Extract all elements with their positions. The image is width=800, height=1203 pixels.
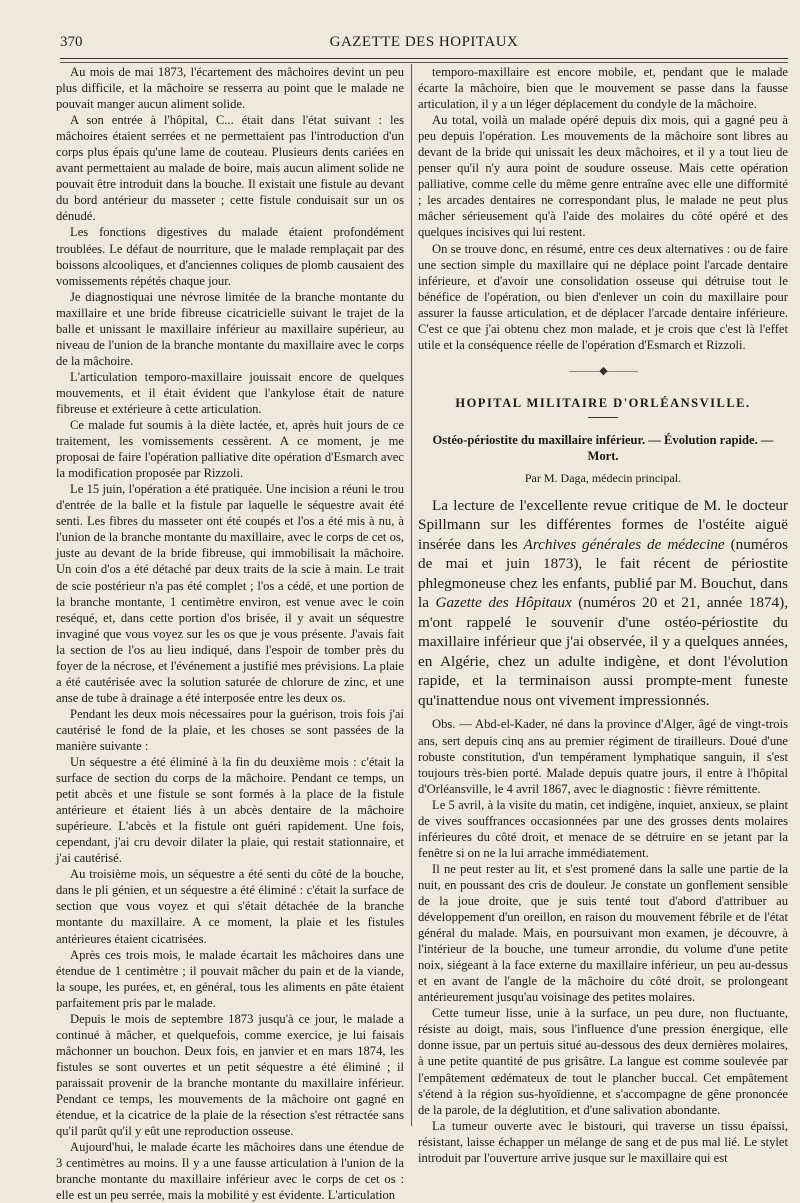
paragraph: Au total, voilà un malade opéré depuis dix mois, qui a gagné peu à peu depuis l'opération. Les mouvements de la mâchoire sont libres au devant de la bride qui unissait les deux mâchoires, et il y a tout lieu de penser qu'il n'y aura point de soudure osseuse. Mais cette opération palliative, comme celle du même genre entraîne avec elle une difformité ; les arcades dentaires ne correspondant plus, le malade ne peut plus mâcher sérieusement qu'à l'aide des molaires du côté opéré et des quelques incisives qui lui restent.: [418, 113, 788, 240]
paragraph: Après ces trois mois, le malade écartait les mâchoires dans une étendue de 1 centimètre ; il pouvait mâcher du pain et de la viande, la soupe, les purées, et, en général, tous les aliments en pâte étaient parfaitement pris par le malade.: [56, 947, 404, 1010]
page-header: [60, 18, 788, 70]
column-divider: [411, 64, 412, 1126]
intro-text: (numéros de mai et juin 1873), le fait récent de périostite phlegmoneuse chez les enfants, publié par M. Bouchut, dans la: [418, 535, 788, 612]
intro-text: La lecture de l'excellente revue critique de M. le docteur Spillmann sur les différentes formes de l'ostéite aiguë insérée dans les: [418, 496, 788, 553]
paragraph: Il ne peut rester au lit, et s'est promené dans la salle une partie de la nuit, en poussant des cris de douleur. Je constate un gonflement sensible de la joue droite, que je suis tenté tout d'abord d'attribuer au développement d'un oreillon, en raison du mouvement fébrile et de l'état général du malade. Mais, en poursuivant mon examen, je découvre, à l'intérieur de la bouche, une tumeur arrondie, du volume d'une petite noix, siégeant à la face externe du maxillaire inférieur, un peu au-dessus et en avant de l'angle de la mâchoire du côté droit, se prolongeant antérieurement jusqu'au voisinage des petites molaires.: [418, 861, 788, 1005]
observation: [418, 716, 788, 1165]
paragraph: A son entrée à l'hôpital, C... était dans l'état suivant : les mâchoires étaient serrées et ne permettaient pas l'introduction d'un corps plus épais qu'une lame de couteau. Plusieurs dents cariées en avant permettaient au malade de boire, mais aucun aliment solide ne pouvait être introduit dans la bouche. Il existait une fistule au devant du bord antérieur du masseter ; cette fistule conduisait sur un os dénudé.: [56, 113, 404, 224]
section-ornament: ———◆———: [569, 364, 637, 377]
intro-paragraph: [418, 496, 788, 711]
paragraph: Obs. — Abd-el-Kader, né dans la province d'Alger, âgé de vingt-trois ans, sert depuis cinq ans au premier régiment de tirailleurs. Doué d'une robuste constitution, d'un tempérament lymphatique sanguin, il s'est toujours très-bien porté. Malade depuis quatre jours, il entre à l'hôpital d'Orléansville, le 4 avril 1867, avec le diagnostic : fièvre rémittente.: [418, 717, 788, 796]
journal-reference: Gazette des Hôpitaux: [435, 594, 572, 612]
section-title: HOPITAL MILITAIRE D'ORLÉANSVILLE.: [455, 395, 751, 410]
paragraph: Depuis le mois de septembre 1873 jusqu'à ce jour, le malade a continué à mâcher, et quelquefois, comme exercice, je lui faisais mâchonner un bouchon. Deux fois, en janvier et en mars 1874, les fistules se sont ouvertes et un petit séquestre a été éliminé ; il paraissait provenir de la branche montante du maxillaire inférieur. Pendant ce temps, les mouvements de la mâchoire ont gagné en étendue, et la cicatrice de la plaie de la résection s'est rétractée sans qu'il parût qu'il y eût une reproduction osseuse.: [56, 1011, 404, 1139]
title-rule: [588, 417, 618, 418]
paragraph: Le 15 juin, l'opération a été pratiquée. Une incision a réuni le trou d'entrée de la balle et la fistule par laquelle le séquestre avait été senti. Les fibres du masseter ont été coupés et l'os a été mis à nu, à l'union de la branche montante du maxillaire, avec le corps de cet os, juste au devant de la bride fibreuse, qui immobilisait la mâchoire. Un coin d'os a été détaché par deux traits de la scie à main. Le trait de scie postérieur n'a pas été complet ; l'os a cédé, et une portion de la branche montante, 1 centimètre environ, est venue avec le coin reséqué, et, dans cette portion d'os brisée, il y avait un séquestre invaginé que vous voyez sur les os que je vous présente. J'avais fait la section de l'os au lieu indiqué, dans l'espoir de tomber près du foyer de la nécrose, et l'événement a justifié mes prévisions. La plaie a été cautérisée avec la solution saturée de chlorure de zinc, et une anse de tube à drainage a été interposée entre les deux os.: [56, 482, 404, 705]
paragraph: Le 5 avril, à la visite du matin, cet indigène, inquiet, anxieux, se plaint de vives souffrances occasionnées par une des grosses dents molaires inférieures du côté droit, et menace de se détruire en se jetant par la fenêtre si on ne la lui arrache immédiatement.: [418, 797, 788, 860]
paragraph: Au troisième mois, un séquestre a été senti du côté de la bouche, dans le pli génien, et un séquestre a été éliminé : c'était la surface de section que vous voyez et qui s'était détachée de la branche montante du maxillaire. A ce moment, la plaie et les fistules antérieures étaient cicatrisées.: [56, 867, 404, 946]
paragraph: On se trouve donc, en résumé, entre ces deux alternatives : ou de faire une section simple du maxillaire qui ne déplace point l'arcade dentaire inférieure, et d'avoir une consolidation osseuse qui détruise tout le bénéfice de l'opération, ou bien d'enlever un coin du maxillaire pour assurer la fausse articulation, et de déplacer l'arcade dentaire inférieure. C'est ce que j'ai obtenu chez mon malade, et je crois que c'est là l'effet utile et la conséquence réelle de l'opération d'Esmarch et Rizzoli.: [418, 241, 788, 352]
paragraph: Au mois de mai 1873, l'écartement des mâchoires devint un peu plus difficile, et la mâchoire se resserra au point que le malade ne pouvait manger aucun aliment solide.: [56, 65, 404, 112]
article-title: Ostéo-périostite du maxillaire inférieur. — Évolution rapide. — Mort.: [432, 432, 774, 463]
paragraph: Aujourd'hui, le malade écarte les mâchoires dans une étendue de 3 centimètres au moins. Il y a une fausse articulation à l'union de la branche montante du maxillaire inférieur avec le corps de cet os : elle est un peu serrée, mais la mobilité y est évidente. L'articulation: [56, 1140, 404, 1203]
right-column: [418, 64, 788, 1166]
paragraph: Je diagnostiquai une névrose limitée de la branche montante du maxillaire et une bride fibreuse cicatricielle suivant le trajet de la balle et unissant le maxillaire inférieur au maxillaire supérieur, au niveau de l'union de la branche montante du maxillaire avec le corps de la mâchoire.: [56, 289, 404, 368]
intro-text: (numéros 20 et 21, année 1874), m'ont rappelé le souvenir d'une ostéo-périostite du maxillaire inférieur que j'ai observée, il y a quelques années, en Algérie, chez un adulte indigène, et dont l'évolution rapide, et la terminaison aussi prompte-ment funeste qu'inattendue nous ont vivement impressionnés.: [418, 594, 788, 709]
paragraph: Un séquestre a été éliminé à la fin du deuxième mois : c'était la surface de section du corps de la mâchoire. Pendant ce temps, un petit abcès et une fistule se sont formés à la place de la fistule antérieure et étaient liés à un abcès dentaire de la mâchoire supérieure. L'abcès et la fistule ont guéri rapidement. Une fois, cependant, j'ai cru devoir dilater la plaie, qui restait stationnaire, et j'ai cautérisé.: [56, 755, 404, 866]
page-number: 370: [60, 34, 83, 50]
left-column: [56, 64, 404, 1203]
paragraph: L'articulation temporo-maxillaire jouissait encore de quelques mouvements, et il était évident que l'ankylose était de nature fibreuse et extérieure à cette articulation.: [56, 369, 404, 416]
paragraph: Cette tumeur lisse, unie à la surface, un peu dure, non fluctuante, résiste au doigt, mais, sous l'influence d'une pression énergique, elle donne issue, par un pertuis situé au-dessous des deux dernières molaires, à une petite quantité de pus grisâtre. La langue est comme soulevée par l'empâtement œdémateux de tout le plancher buccal. Cet empâtement s'étend à la région sus-hyoïdienne, et s'accompagne de gêne prononcée de la parole, de la déglutition, et d'une salivation abondante.: [418, 1006, 788, 1117]
header-rule: [60, 58, 788, 59]
paragraph: Ce malade fut soumis à la diète lactée, et, après huit jours de ce traitement, les vomissements cessèrent. A ce moment, je me proposai de faire l'opération palliative dite opération d'Esmarch avec la modification proposée par Rizzoli.: [56, 418, 404, 481]
journal-title: GAZETTE DES HOPITAUX: [329, 34, 519, 50]
byline: Par M. Daga, médecin principal.: [524, 470, 682, 485]
paragraph: La tumeur ouverte avec le bistouri, qui traverse un tissu épaissi, résistant, laisse échapper un mélange de sang et de pus mal lié. Le stylet introduit par l'ouverture arrive jusque sur le maxillaire qui est: [418, 1118, 788, 1165]
journal-reference: Archives générales de médecine: [523, 535, 725, 553]
paragraph: Les fonctions digestives du malade étaient profondément troublées. Le défaut de nourriture, que le malade remplaçait par des boissons alcooliques, et d'anciennes coliques de plomb causaient des vomissements répétés chaque jour.: [56, 225, 404, 288]
paragraph: Pendant les deux mois nécessaires pour la guérison, trois fois j'ai cautérisé le fond de la plaie, et les choses se sont passées de la manière suivante :: [56, 706, 404, 753]
paragraph: temporo-maxillaire est encore mobile, et, pendant que le malade écarte la mâchoire, bien que le mouvement se passe dans la fausse articulation, il y a un léger déplacement du condyle de la mâchoire.: [418, 65, 788, 112]
header-rule-thin: [60, 62, 788, 63]
